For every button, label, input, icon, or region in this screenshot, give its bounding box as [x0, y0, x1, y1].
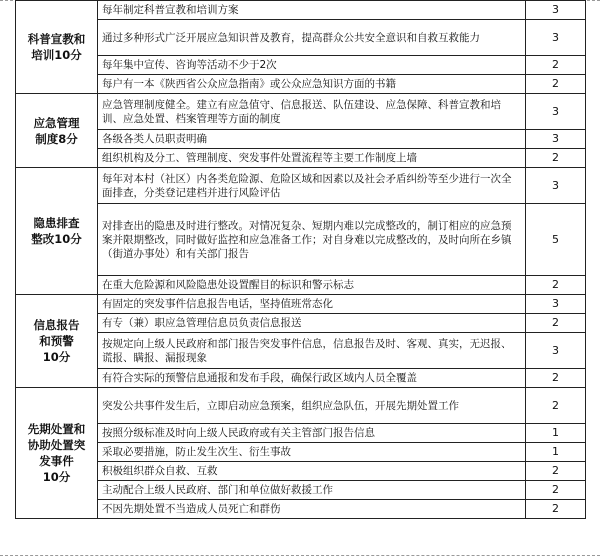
- table-row: [16, 500, 586, 519]
- item-score: 3: [526, 333, 586, 369]
- item-text: 不因先期处置不当造成人员死亡和群伤: [98, 500, 526, 519]
- item-text: 每年集中宣传、咨询等活动不少于2次: [98, 56, 526, 75]
- table-row: [16, 75, 586, 94]
- category-cell: 应急管理 制度8分: [16, 94, 98, 168]
- item-text: 采取必要措施，防止发生次生、衍生事故: [98, 443, 526, 462]
- item-score: 2: [526, 369, 586, 388]
- item-score: 2: [526, 388, 586, 424]
- item-text: 各级各类人员职责明确: [98, 130, 526, 149]
- item-score: 2: [526, 149, 586, 168]
- item-text: 在重大危险源和风险隐患处设置醒目的标识和警示标志: [98, 276, 526, 295]
- item-score: 2: [526, 462, 586, 481]
- table-row: [16, 94, 586, 130]
- table-row: [16, 1, 586, 20]
- item-score: 3: [526, 20, 586, 56]
- item-text: 每年制定科普宣教和培训方案: [98, 1, 526, 20]
- item-score: 3: [526, 295, 586, 314]
- item-score: 1: [526, 443, 586, 462]
- item-score: 5: [526, 204, 586, 276]
- table-row: [16, 276, 586, 295]
- item-score: 2: [526, 500, 586, 519]
- category-cell: 科普宣教和 培训10分: [16, 1, 98, 94]
- item-text: 对排查出的隐患及时进行整改。对情况复杂、短期内难以完成整改的，制订相应的应急预案并限期整改，同时做好监控和应急准备工作；对自身难以完成整改的，及时向所在乡镇（街道办事处）和有关部门报告: [98, 204, 526, 276]
- item-score: 3: [526, 1, 586, 20]
- item-text: 每户有一本《陕西省公众应急指南》或公众应急知识方面的书籍: [98, 75, 526, 94]
- table-row: [16, 56, 586, 75]
- item-text: 积极组织群众自救、互救: [98, 462, 526, 481]
- item-score: 2: [526, 314, 586, 333]
- item-text: 按规定向上级人民政府和部门报告突发事件信息，信息报告及时、客观、真实，无迟报、谎报、瞒报、漏报现象: [98, 333, 526, 369]
- table-row: [16, 333, 586, 369]
- item-text: 突发公共事件发生后，立即启动应急预案，组织应急队伍，开展先期处置工作: [98, 388, 526, 424]
- item-score: 3: [526, 130, 586, 149]
- item-text: 主动配合上级人民政府、部门和单位做好救援工作: [98, 481, 526, 500]
- item-text: 按照分级标准及时向上级人民政府或有关主管部门报告信息: [98, 424, 526, 443]
- category-cell: 先期处置和 协助处置突 发事件 10分: [16, 388, 98, 519]
- table-row: [16, 295, 586, 314]
- table-row: [16, 424, 586, 443]
- item-text: 有符合实际的预警信息通报和发布手段，确保行政区域内人员全覆盖: [98, 369, 526, 388]
- table-row: [16, 314, 586, 333]
- item-text: 组织机构及分工、管理制度、突发事件处置流程等主要工作制度上墙: [98, 149, 526, 168]
- table-row: [16, 204, 586, 276]
- page-bottom-border: [0, 555, 600, 558]
- item-score: 2: [526, 481, 586, 500]
- evaluation-table: [15, 0, 586, 519]
- document-page: [15, 0, 585, 519]
- table-row: [16, 462, 586, 481]
- table-row: [16, 388, 586, 424]
- item-score: 2: [526, 56, 586, 75]
- table-row: [16, 130, 586, 149]
- item-text: 通过多种形式广泛开展应急知识普及教育，提高群众公共安全意识和自救互救能力: [98, 20, 526, 56]
- item-score: 2: [526, 276, 586, 295]
- table-row: [16, 149, 586, 168]
- item-score: 3: [526, 168, 586, 204]
- item-score: 1: [526, 424, 586, 443]
- item-text: 有固定的突发事件信息报告电话，坚持值班常态化: [98, 295, 526, 314]
- table-row: [16, 20, 586, 56]
- item-score: 3: [526, 94, 586, 130]
- category-cell: 隐患排查 整改10分: [16, 168, 98, 295]
- item-text: 应急管理制度健全。建立有应急值守、信息报送、队伍建设、应急保障、科普宣教和培训、应急处置、档案管理等方面的制度: [98, 94, 526, 130]
- table-row: [16, 443, 586, 462]
- item-score: 2: [526, 75, 586, 94]
- item-text: 每年对本村（社区）内各类危险源、危险区域和因素以及社会矛盾纠纷等至少进行一次全面排查，分类登记建档并进行风险评估: [98, 168, 526, 204]
- table-row: [16, 369, 586, 388]
- category-cell: 信息报告 和预警 10分: [16, 295, 98, 388]
- table-row: [16, 481, 586, 500]
- table-row: [16, 168, 586, 204]
- item-text: 有专（兼）职应急管理信息员负责信息报送: [98, 314, 526, 333]
